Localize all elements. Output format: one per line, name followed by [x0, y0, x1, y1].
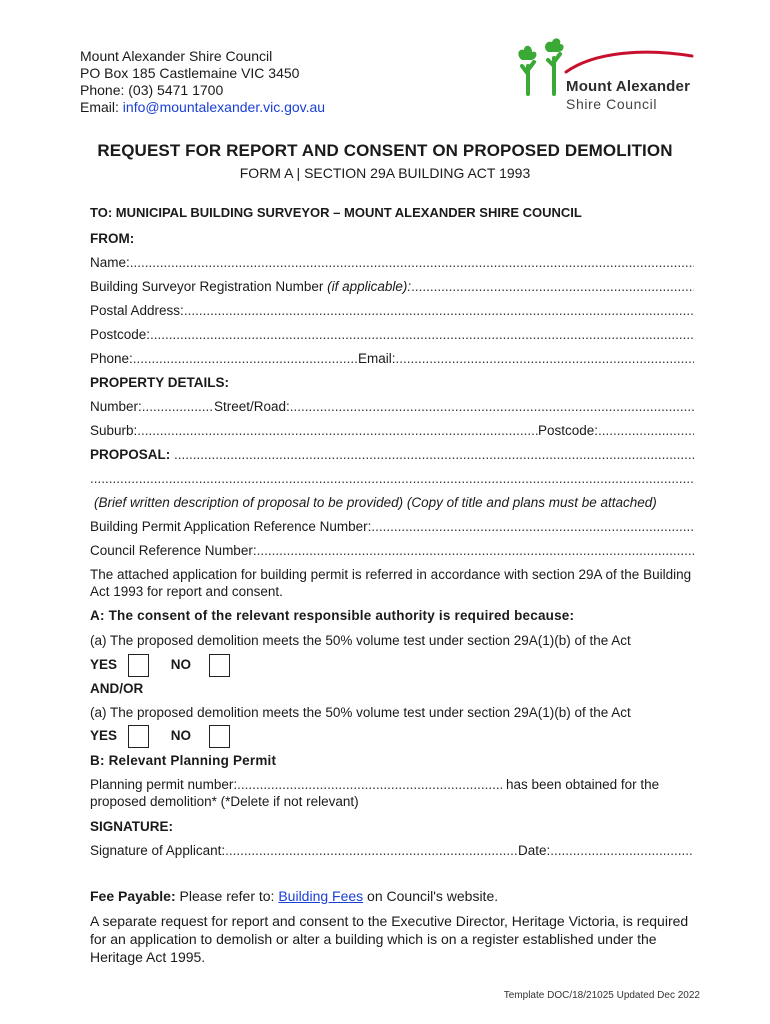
fee-row — [90, 888, 694, 905]
registration-note: (if applicable): — [327, 279, 412, 294]
registration-field[interactable] — [90, 278, 694, 295]
proposal-note: (Brief written description of proposal to be provided) (Copy of title and plans must be attached) — [94, 495, 657, 510]
template-footer: Template DOC/18/21025 Updated Dec 2022 — [503, 990, 700, 1001]
q1-no-label: NO — [170, 657, 192, 672]
referral-text: The attached application for building permit is referred in accordance with section 29A of the Building Act 1993 for report and consent. — [90, 567, 692, 599]
street-field[interactable] — [214, 398, 694, 415]
number-label: Number: — [90, 399, 142, 414]
building-fees-link[interactable]: Building Fees — [278, 888, 364, 904]
from-heading: FROM: — [90, 231, 135, 246]
council-name: Mount Alexander Shire Council — [80, 48, 273, 64]
q2-yes-label: YES — [90, 728, 118, 743]
signature-label: Signature of Applicant: — [90, 843, 226, 858]
email-field-label: Email: — [358, 351, 396, 366]
council-email-link[interactable]: info@mountalexander.vic.gov.au — [122, 99, 326, 115]
council-po-box: PO Box 185 Castlemaine VIC 3450 — [80, 65, 300, 81]
obtained-text: has been obtained for the — [506, 777, 660, 792]
postcode-field[interactable] — [90, 326, 694, 343]
permit-ref-label: Building Permit Application Reference Number: — [90, 519, 372, 534]
andor-label: AND/OR — [90, 681, 144, 696]
postal-address-field[interactable] — [90, 302, 694, 319]
name-label: Name: — [90, 255, 130, 270]
q2-yes-no-row — [90, 723, 694, 749]
council-phone: Phone: (03) 5471 1700 — [80, 82, 224, 98]
number-field[interactable] — [90, 398, 214, 415]
email-label: Email: — [80, 99, 119, 115]
planning-permit-field[interactable] — [90, 776, 502, 793]
postal-label: Postal Address: — [90, 303, 184, 318]
section-a-heading: A: The consent of the relevant responsible authority is required because: — [90, 608, 575, 623]
council-ref-label: Council Reference Number: — [90, 543, 257, 558]
council-email-row — [80, 99, 325, 116]
council-ref-field[interactable] — [90, 542, 694, 559]
phone-field[interactable] — [90, 350, 358, 367]
suburb-label: Suburb: — [90, 423, 138, 438]
proposal-field[interactable] — [90, 446, 694, 463]
signature-heading: SIGNATURE: — [90, 819, 173, 834]
council-logo — [514, 36, 694, 112]
postcode-label: Postcode: — [90, 327, 151, 342]
property-heading: PROPERTY DETAILS: — [90, 375, 230, 390]
signature-field[interactable] — [90, 842, 518, 859]
suburb-field[interactable] — [90, 422, 538, 439]
logo-subtitle: Shire Council — [566, 96, 658, 112]
registration-label: Building Surveyor Registration Number — [90, 279, 324, 294]
form-subtitle: FORM A | SECTION 29A BUILDING ACT 1993 — [239, 165, 531, 181]
q1-yes-checkbox[interactable] — [128, 654, 149, 677]
q1-yes-label: YES — [90, 657, 118, 672]
section-a-q2: (a) The proposed demolition meets the 50% volume test under section 29A(1)(b) of the Act — [90, 705, 631, 720]
q1-no-checkbox[interactable] — [209, 654, 230, 677]
street-label: Street/Road: — [214, 399, 290, 414]
phone-label: Phone: — [90, 351, 133, 366]
address-row — [90, 398, 694, 415]
heritage-text: A separate request for report and consent to the Executive Director, Heritage Victoria, is required for an application to demolish or alter a building which is on a register established under the Heritage Act 1995. — [90, 913, 689, 965]
logo-name: Mount Alexander — [566, 78, 691, 95]
property-postcode-label: Postcode: — [538, 423, 599, 438]
swoosh-icon — [564, 42, 694, 82]
proposal-heading: PROPOSAL: — [90, 447, 171, 462]
suburb-row — [90, 422, 694, 439]
section-a-q1: (a) The proposed demolition meets the 50% volume test under section 29A(1)(b) of the Act — [90, 633, 631, 648]
date-label: Date: — [518, 843, 551, 858]
planning-permit-row — [90, 776, 694, 793]
name-field[interactable] — [90, 254, 694, 271]
form-title: REQUEST FOR REPORT AND CONSENT ON PROPOSED DEMOLITION — [97, 141, 673, 160]
section-b-heading: B: Relevant Planning Permit — [90, 753, 277, 768]
permit-ref-field[interactable] — [90, 518, 694, 535]
fee-suffix: on Council's website. — [367, 888, 499, 904]
demolition-note: proposed demolition* (*Delete if not relevant) — [90, 794, 359, 809]
q2-yes-checkbox[interactable] — [128, 725, 149, 748]
q1-yes-no-row — [90, 652, 694, 678]
signature-row — [90, 842, 694, 859]
q2-no-checkbox[interactable] — [209, 725, 230, 748]
q2-no-label: NO — [170, 728, 192, 743]
phone-email-row — [90, 350, 694, 367]
proposal-field-line2[interactable] — [90, 470, 694, 487]
property-postcode-field[interactable] — [538, 422, 694, 439]
council-address-block — [80, 48, 325, 116]
email-field[interactable] — [358, 350, 694, 367]
to-line: TO: MUNICIPAL BUILDING SURVEYOR – MOUNT ALEXANDER SHIRE COUNCIL — [90, 205, 582, 220]
fee-text: Please refer to: — [179, 888, 275, 904]
fee-label: Fee Payable: — [90, 888, 176, 904]
planning-permit-label: Planning permit number: — [90, 777, 238, 792]
date-field[interactable] — [518, 842, 694, 859]
